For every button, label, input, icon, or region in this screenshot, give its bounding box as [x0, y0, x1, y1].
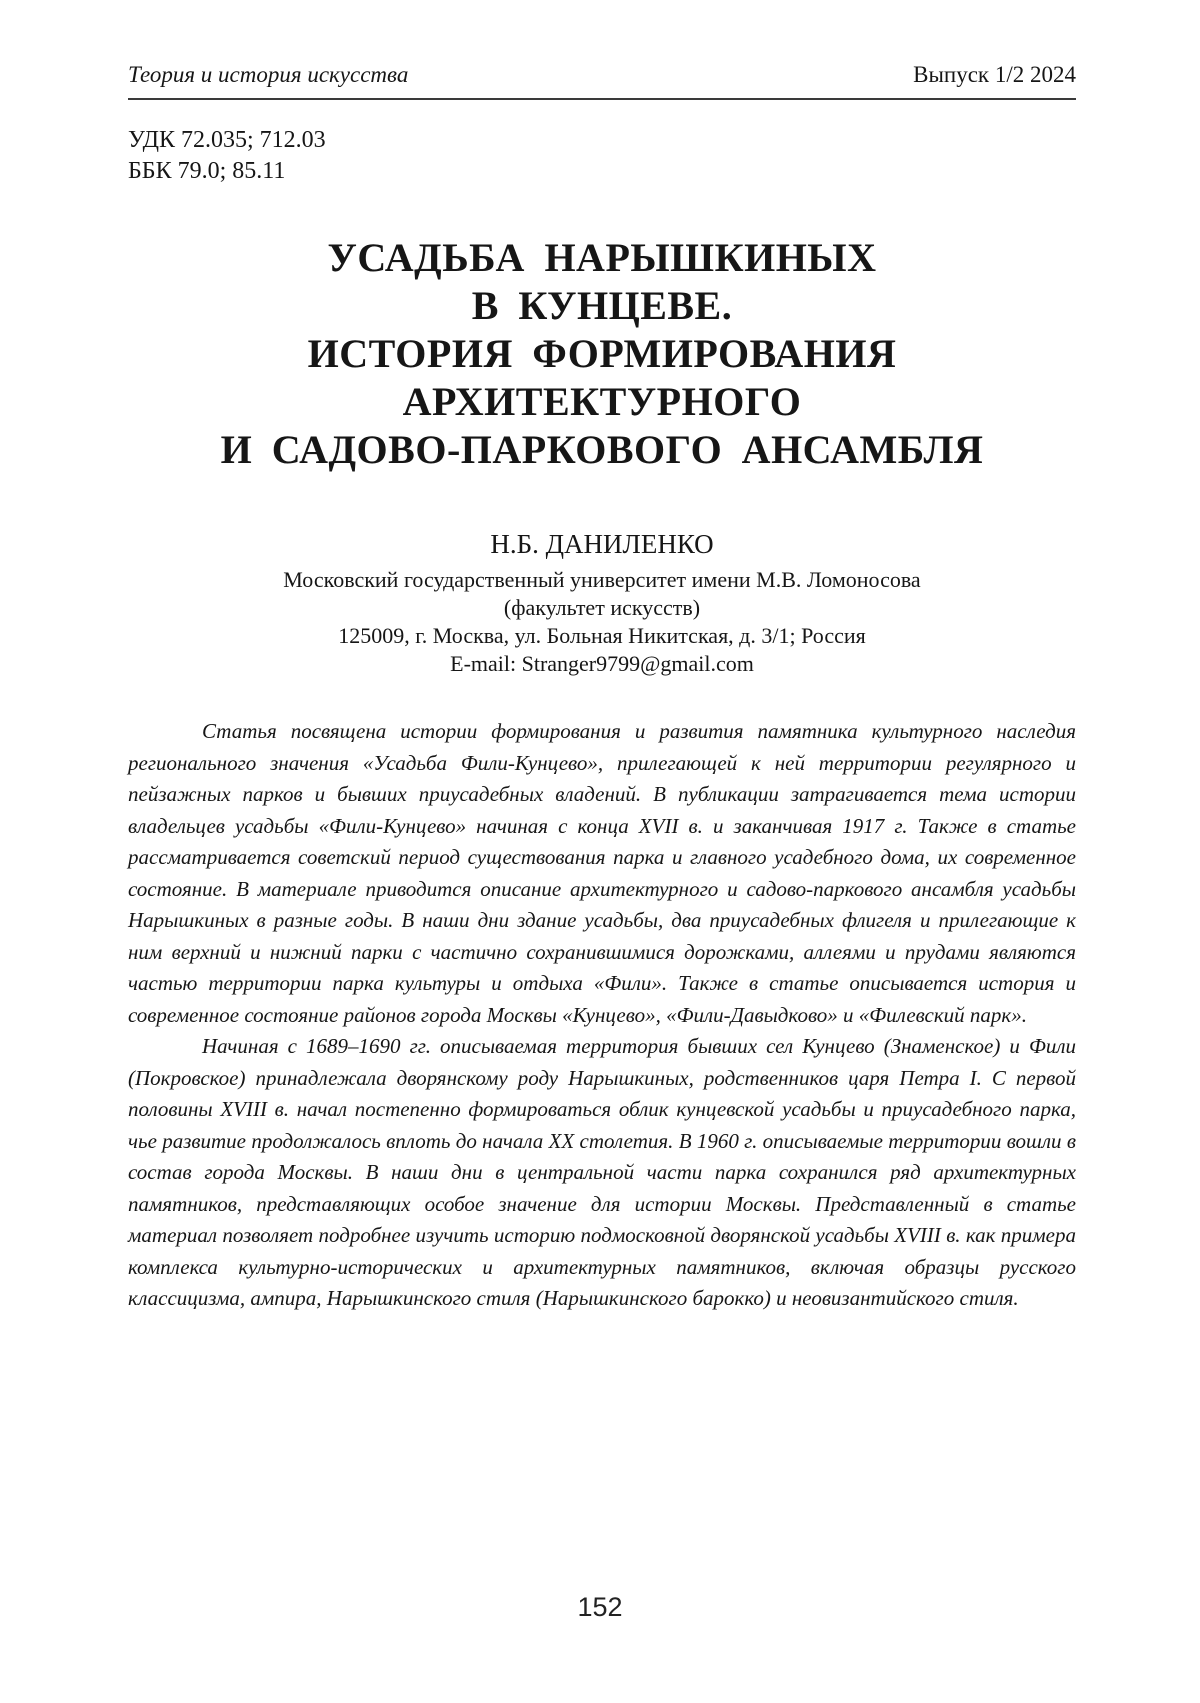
title-line-5: И САДОВО-ПАРКОВОГО АНСАМБЛЯ — [220, 427, 984, 472]
page-content — [128, 0, 1076, 1315]
running-head-issue: Выпуск 1/2 2024 — [913, 62, 1076, 87]
affiliation-university: Московский государственный университет имени М.В. Ломоносова — [283, 567, 921, 592]
title-line-3: ИСТОРИЯ ФОРМИРОВАНИЯ — [307, 331, 897, 376]
author-name: Н.Б. ДАНИЛЕНКО — [490, 529, 714, 559]
running-head — [128, 0, 1076, 100]
abstract-paragraph-1: Статья посвящена истории формирования и развития памятника культурного наследия регионального значения «Усадьба Фили-Кунцево», прилегающей к ней территории регулярного и пейзажных парков и бывших приусадебных владений. В публикации затрагивается тема истории владельцев усадьбы «Фили-Кунцево» начиная с конца XVII в. и заканчивая 1917 г. Также в статье рассматривается советский период существования парка и главного усадебного дома, их современное состояние. В материале приводится описание архитектурного и садово-паркового ансамбля усадьбы Нарышкиных в разные годы. В наши дни здание усадьбы, два приусадебных флигеля и прилегающие к ним верхний и нижний парки с частично сохранившимися дорожками, аллеями и прудами являются частью территории парка культуры и отдыха «Фили». Также в статье описывается история и современное состояние районов города Москвы «Кунцево», «Фили-Давыдково» и «Филевский парк». — [128, 719, 1076, 1027]
udc-code: УДК 72.035; 712.03 — [128, 127, 326, 153]
page-number: 152 — [577, 1592, 623, 1622]
bbk-code: ББК 79.0; 85.11 — [128, 158, 286, 184]
running-head-section: Теория и история искусства — [128, 62, 409, 87]
author-affiliation — [128, 566, 1076, 678]
title-line-2: В КУНЦЕВЕ. — [471, 283, 733, 328]
affiliation-address: 125009, г. Москва, ул. Больная Никитская, д. 3/1; Россия — [338, 623, 866, 648]
title-line-1: УСАДЬБА НАРЫШКИНЫХ — [327, 235, 877, 280]
author-email: E-mail: Stranger9799@gmail.com — [450, 651, 754, 676]
article-title — [128, 234, 1076, 474]
abstract-paragraph-2: Начиная с 1689–1690 гг. описываемая территория бывших сел Кунцево (Знаменское) и Фили (Покровское) принадлежала дворянскому роду Нарышкиных, родственников царя Петра I. С первой половины XVIII в. начал постепенно формироваться облик кунцевской усадьбы и приусадебного парка, чье развитие продолжалось вплоть до начала XX столетия. В 1960 г. описываемые территории вошли в состав города Москвы. В наши дни в центральной части парка сохранился ряд архитектурных памятников, представляющих особое значение для истории Москвы. Представленный в статье материал позволяет подробнее изучить историю подмосковной дворянской усадьбы XVIII в. как примера комплекса культурно-исторических и архитектурных памятников, включая образцы русского классицизма, ампира, Нарышкинского стиля (Нарышкинского барокко) и неовизантийского стиля. — [128, 1034, 1076, 1310]
classification-codes — [128, 125, 1076, 187]
abstract — [128, 716, 1076, 1315]
title-line-4: АРХИТЕКТУРНОГО — [402, 379, 802, 424]
affiliation-faculty: (факультет искусств) — [503, 595, 701, 620]
